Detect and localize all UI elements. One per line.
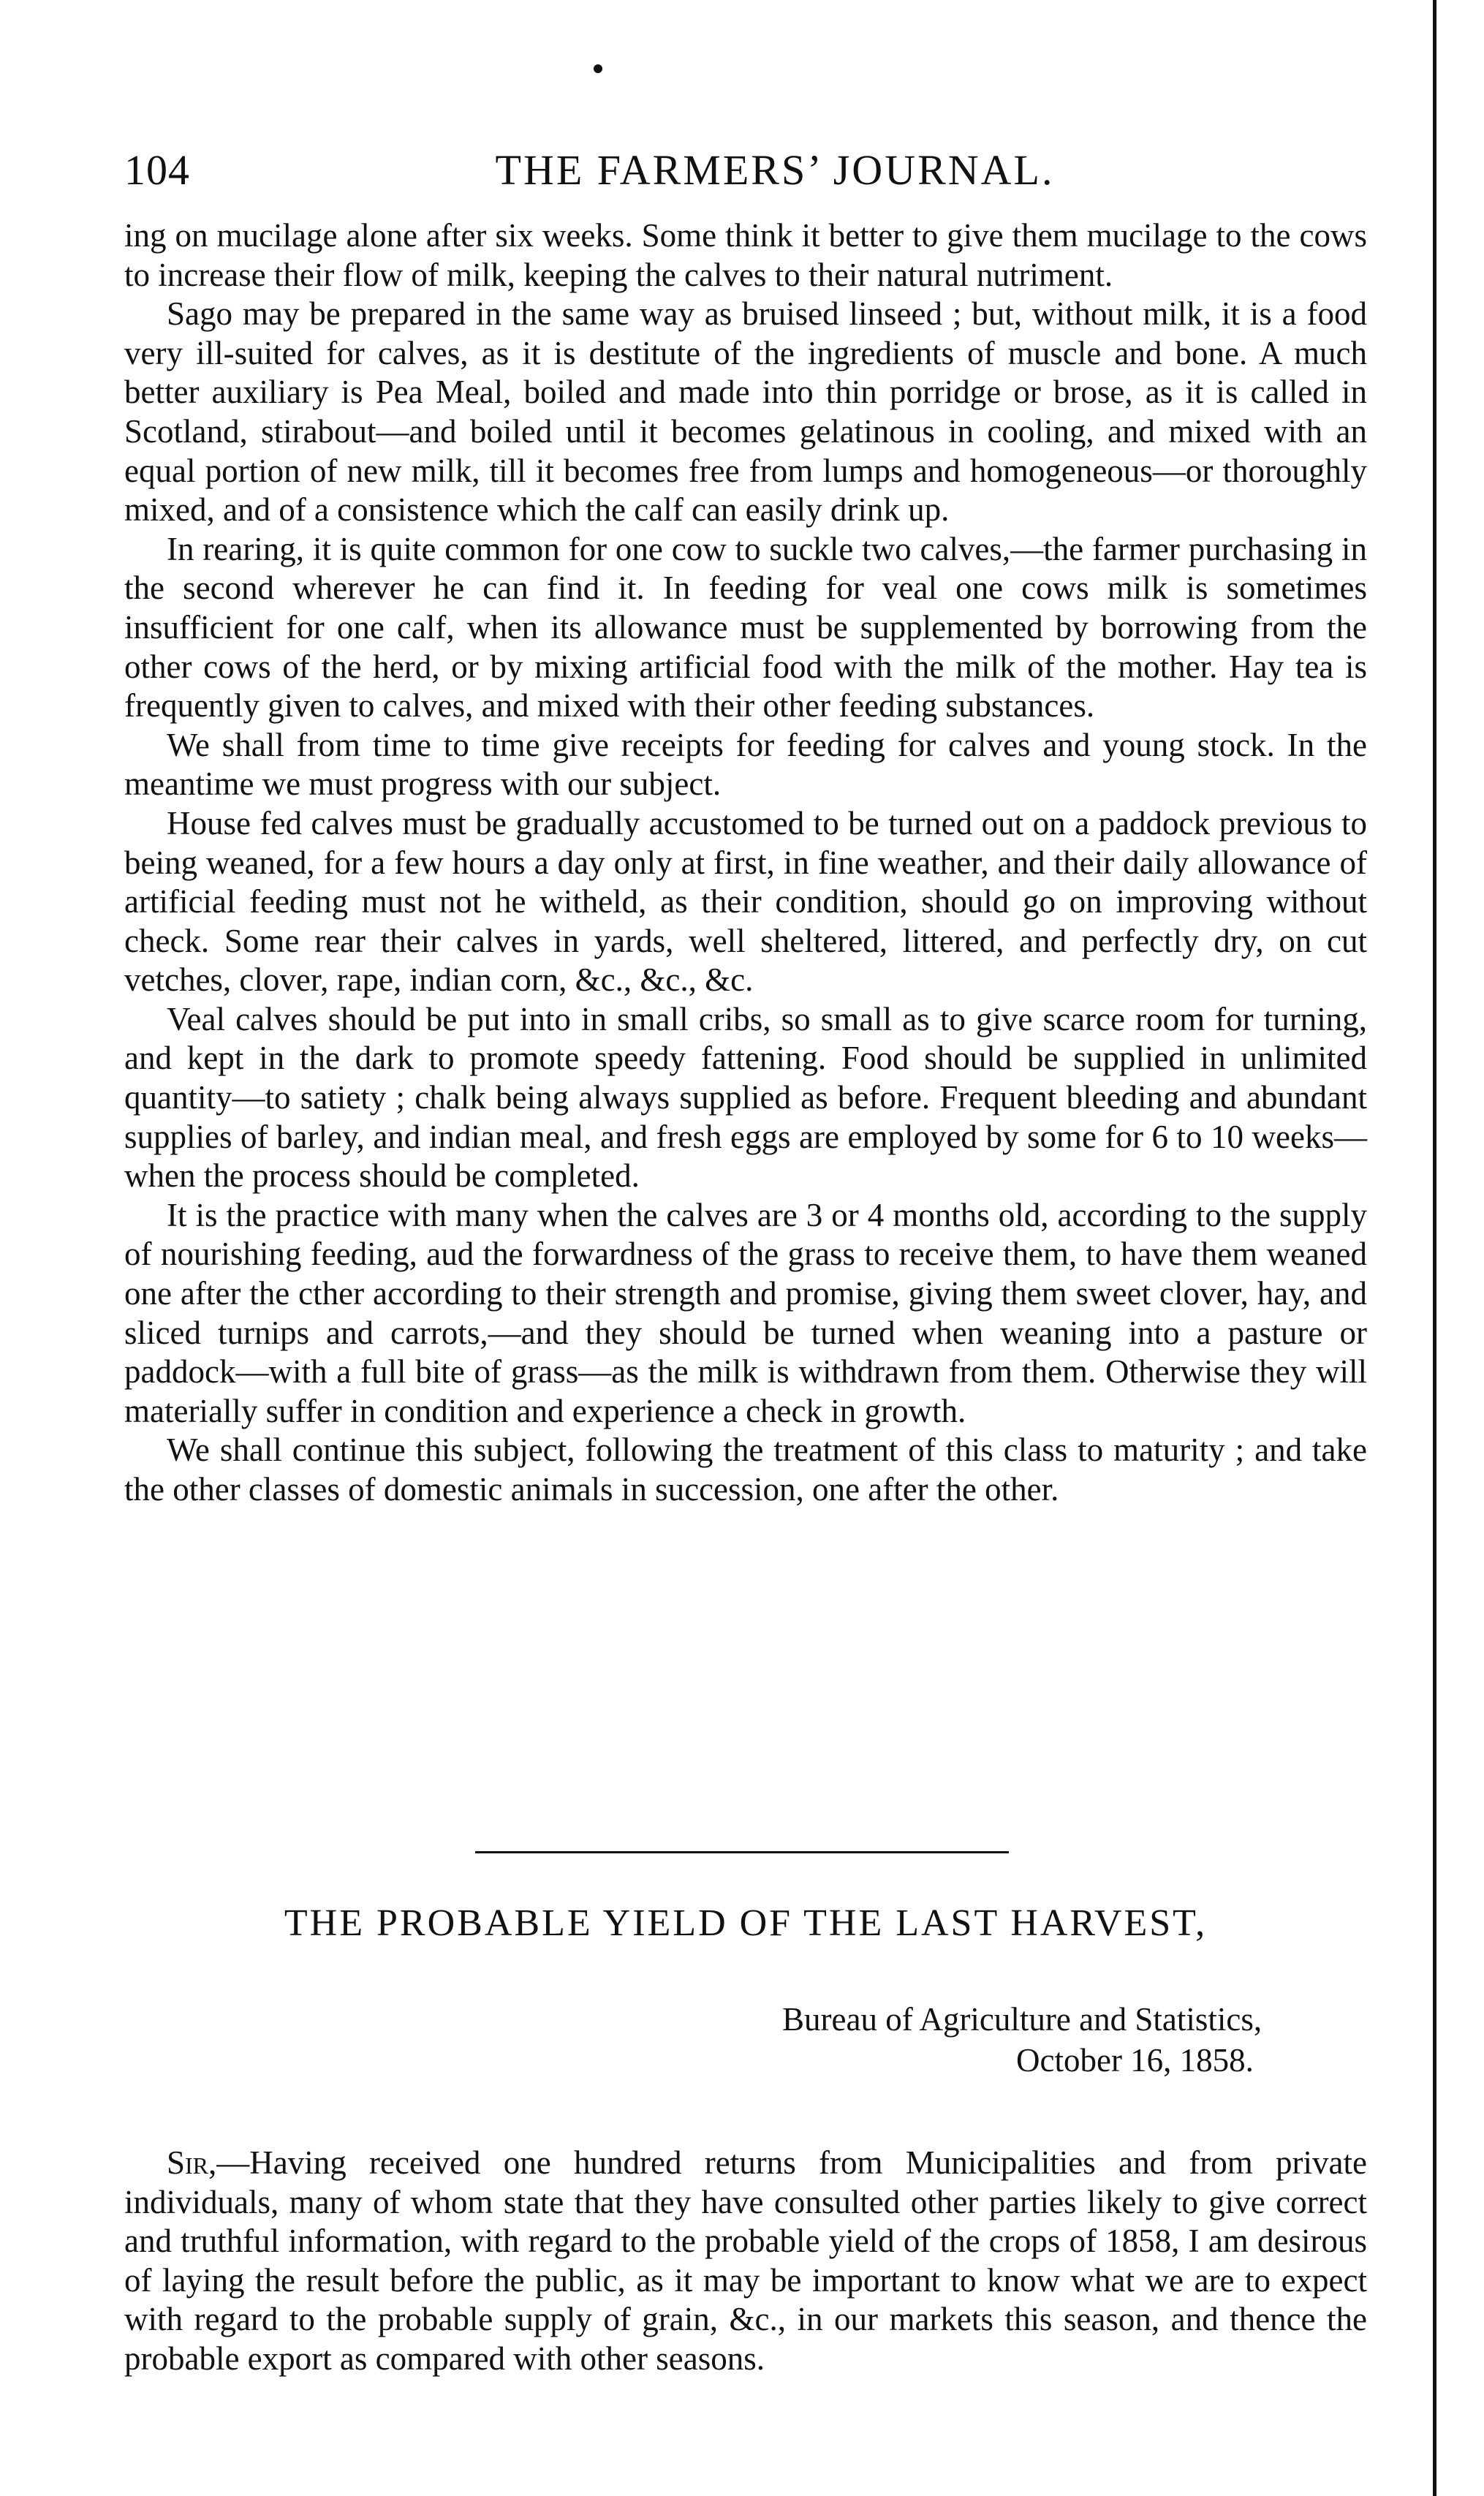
- bureau-name: Bureau of Agriculture and Statistics,: [782, 2001, 1262, 2038]
- letter-paragraph: [124, 2144, 1367, 2379]
- page-header: [124, 137, 1367, 203]
- letter-dateline: [782, 1999, 1426, 2081]
- article-paragraph: It is the practice with many when the calves are 3 or 4 months old, according to the supply of nourishing feeding, aud the forwardness of the grass to receive them, to have them weaned one after the cther according to their strength and promise, giving them sweet clover, hay, and sliced turnips and carrots,—and they should be turned when weaning into a pasture or paddock—with a full bite of grass—as the milk is withdrawn from them. Otherwise they will materially suffer in condition and experience a check in growth.: [124, 1196, 1367, 1429]
- calf-feeding-article: [124, 216, 1367, 1510]
- article-paragraph: In rearing, it is quite common for one cow to suckle two calves,—the farmer purchasing in the second wherever he can find it. In feeding for veal one cows milk is sometimes insufficient for one calf, when its allowance must be supplemented by borrowing from the other cows of the herd, or by mixing artificial food with the milk of the mother. Hay tea is frequently given to calves, and mixed with their other feeding substances.: [124, 530, 1367, 725]
- letter-date: October 16, 1858.: [1016, 2042, 1254, 2079]
- harvest-article-title: THE PROBABLE YIELD OF THE LAST HARVEST,: [284, 1902, 1208, 1944]
- harvest-letter-body: [124, 2144, 1367, 2379]
- right-margin-rule: [1433, 0, 1436, 2496]
- article-paragraph: House fed calves must be gradually accustomed to be turned out on a paddock previous to being weaned, for a few hours a day only at first, in fine weather, and their daily allowance of artificial feeding must not he witheld, as their condition, should go on improving without check. Some rear their calves in yards, well sheltered, littered, and perfectly dry, on cut vetches, clover, rape, indian corn, &c., &c., &c.: [124, 804, 1367, 999]
- salutation: Sir,: [167, 2144, 217, 2181]
- article-paragraph: ing on mucilage alone after six weeks. Some think it better to give them mucilage to the cows to increase their flow of milk, keeping the calves to their natural nutriment.: [124, 217, 1367, 293]
- article-paragraph: We shall from time to time give receipts for feeding for calves and young stock. In the meantime we must progress with our subject.: [124, 726, 1367, 803]
- page-number: 104: [124, 146, 190, 194]
- section-divider: [475, 1851, 1009, 1853]
- article-paragraph: Sago may be prepared in the same way as bruised linseed ; but, without milk, it is a food very ill-suited for calves, as it is destitute of the ingredients of muscle and bone. A much better auxiliary is Pea Meal, boiled and made into thin porridge or brose, as it is called in Scotland, stirabout—and boiled until it becomes gelatinous in cooling, and mixed with an equal portion of new milk, till it becomes free from lumps and homogeneous—or thoroughly mixed, and of a consistence which the calf can easily drink up.: [124, 295, 1367, 529]
- article-paragraph: We shall continue this subject, following the treatment of this class to maturity ; and take the other classes of domestic animals in succession, one after the other.: [124, 1432, 1367, 1508]
- ink-mark: [594, 64, 602, 73]
- running-title: THE FARMERS’ JOURNAL.: [495, 146, 1055, 194]
- article-paragraph: Veal calves should be put into in small cribs, so small as to give scarce room for turning, and kept in the dark to promote speedy fattening. Food should be supplied in unlimited quantity—to satiety ; chalk being always supplied as before. Frequent bleeding and abundant supplies of barley, and indian meal, and fresh eggs are employed by some for 6 to 10 weeks—when the process should be completed.: [124, 1000, 1367, 1195]
- letter-paragraph-text: —Having received one hundred returns from Municipalities and from private individuals, many of whom state that they have consulted other parties likely to give correct and truthful information, with regard to the probable yield of the crops of 1858, I am desirous of laying the result before the public, as it may be important to know what we are to expect with regard to the probable supply of grain, &c., in our markets this season, and thence the probable export as compared with other seasons.: [124, 2144, 1367, 2377]
